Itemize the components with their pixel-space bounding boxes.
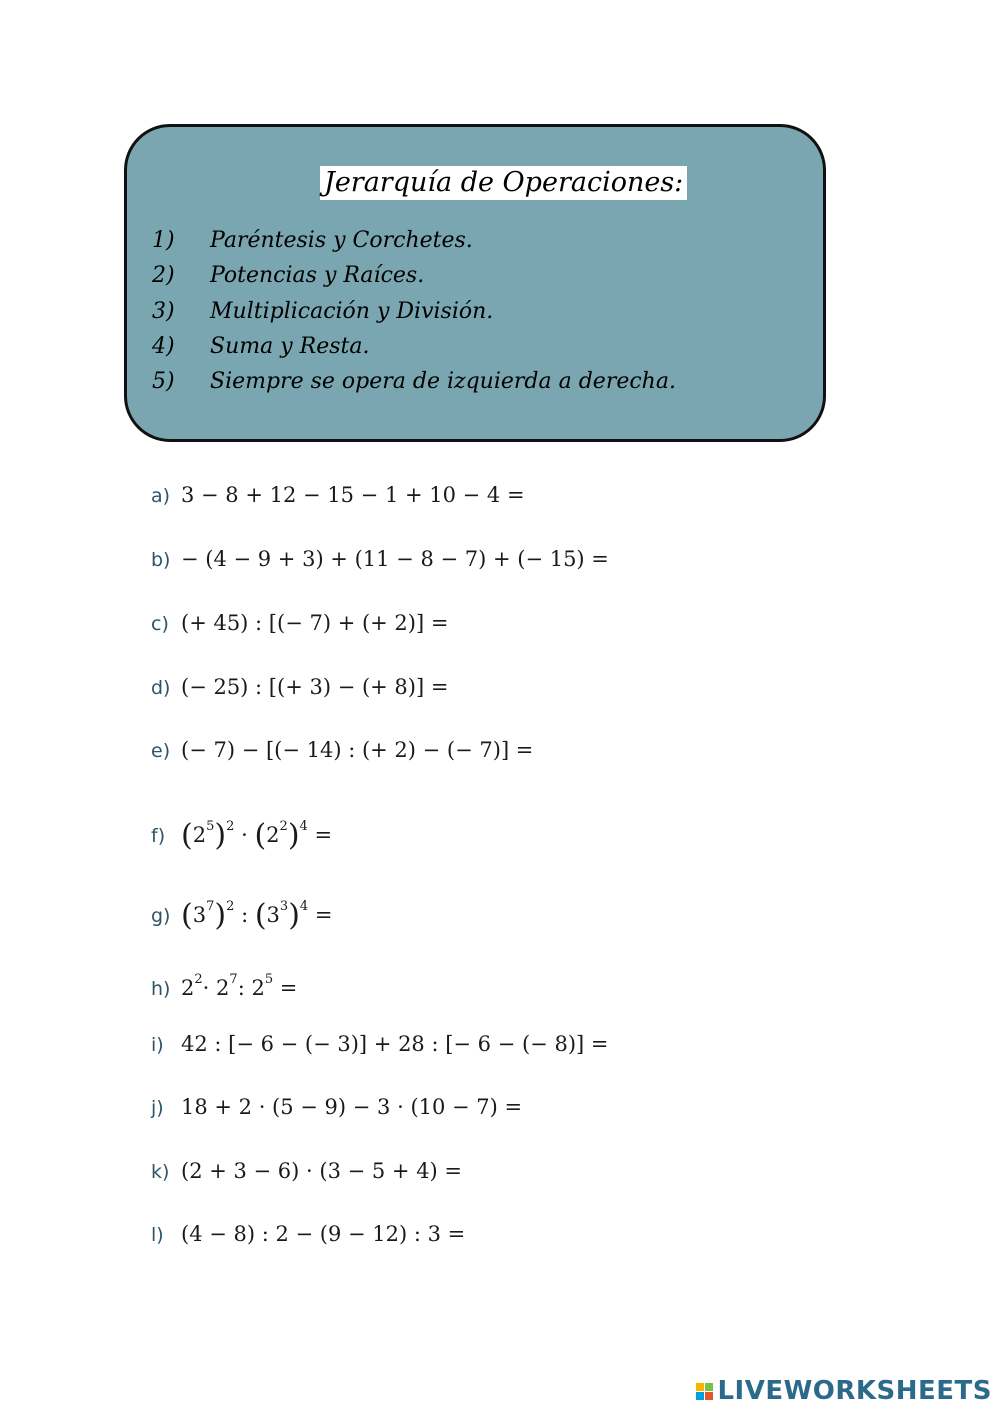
exercise-d bbox=[151, 672, 448, 703]
rule-item bbox=[152, 332, 369, 362]
exercise-expression: (− 7) − [(− 14) : (+ 2) − (− 7)] = bbox=[181, 738, 534, 762]
rule-number: 3) bbox=[152, 299, 175, 324]
operator: · bbox=[202, 976, 210, 1000]
close-paren: ) bbox=[288, 898, 300, 933]
outer-exponent: 4 bbox=[299, 899, 309, 914]
power-exponent: 7 bbox=[206, 899, 215, 914]
open-paren: ( bbox=[254, 898, 267, 933]
exercise-l bbox=[151, 1219, 465, 1250]
exercise-expression: (2 + 3 − 6) · (3 − 5 + 4) = bbox=[181, 1159, 463, 1183]
equals-sign: = bbox=[314, 823, 333, 847]
logo-square bbox=[696, 1383, 704, 1391]
equals-sign: = bbox=[279, 976, 298, 1000]
power-base: 3 bbox=[266, 903, 280, 927]
power-base: 2 bbox=[192, 823, 207, 847]
exercise-expression: 3 − 8 + 12 − 15 − 1 + 10 − 4 = bbox=[181, 483, 525, 507]
power-exponent: 3 bbox=[279, 899, 289, 914]
rule-number: 4) bbox=[152, 334, 175, 359]
exercise-j bbox=[151, 1092, 522, 1123]
exercise-label: e) bbox=[151, 740, 171, 762]
exercise-label: j) bbox=[151, 1097, 164, 1119]
close-paren: ) bbox=[287, 818, 300, 853]
exercise-k bbox=[151, 1156, 462, 1187]
rule-number: 5) bbox=[152, 369, 175, 394]
exercise-expression: (+ 45) : [(− 7) + (+ 2)] = bbox=[181, 611, 449, 635]
exercise-label: l) bbox=[151, 1224, 164, 1246]
exercise-h bbox=[151, 965, 297, 1004]
exercise-label: i) bbox=[151, 1034, 164, 1056]
rule-item bbox=[152, 297, 493, 327]
exercise-label: b) bbox=[151, 549, 171, 571]
exercise-expression: 42 : [− 6 − (− 3)] + 28 : [− 6 − (− 8)] = bbox=[181, 1032, 609, 1056]
exercise-c bbox=[151, 608, 448, 639]
rule-text: Potencias y Raíces. bbox=[210, 263, 425, 288]
exercise-a bbox=[151, 480, 525, 511]
exercise-label: g) bbox=[151, 905, 171, 927]
logo-icon bbox=[696, 1383, 713, 1400]
power-exponent: 5 bbox=[206, 819, 215, 834]
exercise-label: d) bbox=[151, 677, 171, 699]
power-exponent: 2 bbox=[279, 819, 288, 834]
power-exponent: 2 bbox=[194, 972, 203, 987]
exercise-i bbox=[151, 1029, 608, 1060]
power-base: 2 bbox=[216, 976, 230, 1000]
liveworksheets-logo[interactable] bbox=[696, 1376, 992, 1406]
rule-number: 2) bbox=[152, 263, 175, 288]
rule-text: Suma y Resta. bbox=[210, 334, 370, 359]
logo-square bbox=[705, 1392, 713, 1400]
rule-text: Multiplicación y División. bbox=[210, 299, 494, 324]
open-paren: ( bbox=[181, 898, 193, 933]
logo-square bbox=[705, 1383, 713, 1391]
rule-item bbox=[152, 226, 473, 256]
rule-text: Siempre se opera de izquierda a derecha. bbox=[210, 369, 676, 394]
power-base: 2 bbox=[181, 976, 195, 1000]
rules-title: Jerarquía de Operaciones: bbox=[320, 166, 687, 200]
close-paren: ) bbox=[214, 818, 227, 853]
operator: : bbox=[237, 976, 245, 1000]
power-base: 3 bbox=[192, 903, 207, 927]
outer-exponent: 2 bbox=[226, 819, 235, 834]
exercise-label: k) bbox=[151, 1161, 170, 1183]
outer-exponent: 2 bbox=[226, 899, 235, 914]
exercise-label: c) bbox=[151, 613, 169, 635]
exercise-b bbox=[151, 544, 609, 575]
power-base: 2 bbox=[251, 976, 265, 1000]
equals-sign: = bbox=[314, 903, 333, 927]
exercise-label: a) bbox=[151, 485, 171, 507]
exercise-f bbox=[151, 812, 332, 851]
power-base: 2 bbox=[266, 823, 280, 847]
exercise-expression: (− 25) : [(+ 3) − (+ 8)] = bbox=[181, 675, 449, 699]
exercise-expression: − (4 − 9 + 3) + (11 − 8 − 7) + (− 15) = bbox=[181, 547, 609, 571]
exercise-label: f) bbox=[151, 825, 166, 847]
exercise-expression: (4 − 8) : 2 − (9 − 12) : 3 = bbox=[181, 1222, 466, 1246]
exercise-expression: 18 + 2 · (5 − 9) − 3 · (10 − 7) = bbox=[181, 1095, 523, 1119]
open-paren: ( bbox=[254, 818, 267, 853]
rule-item bbox=[152, 261, 424, 291]
rule-text: Paréntesis y Corchetes. bbox=[210, 228, 473, 253]
open-paren: ( bbox=[181, 818, 193, 853]
power-exponent: 5 bbox=[264, 972, 274, 987]
exercise-label: h) bbox=[151, 978, 171, 1000]
rule-item bbox=[152, 367, 676, 397]
operator: · bbox=[241, 823, 248, 847]
logo-text: LIVEWORKSHEETS bbox=[717, 1376, 992, 1406]
outer-exponent: 4 bbox=[299, 819, 308, 834]
exercise-e bbox=[151, 735, 533, 766]
logo-square bbox=[696, 1392, 704, 1400]
rule-number: 1) bbox=[152, 228, 175, 253]
operator: : bbox=[241, 903, 249, 927]
exercise-g bbox=[151, 892, 333, 931]
power-exponent: 7 bbox=[229, 972, 238, 987]
close-paren: ) bbox=[214, 898, 227, 933]
